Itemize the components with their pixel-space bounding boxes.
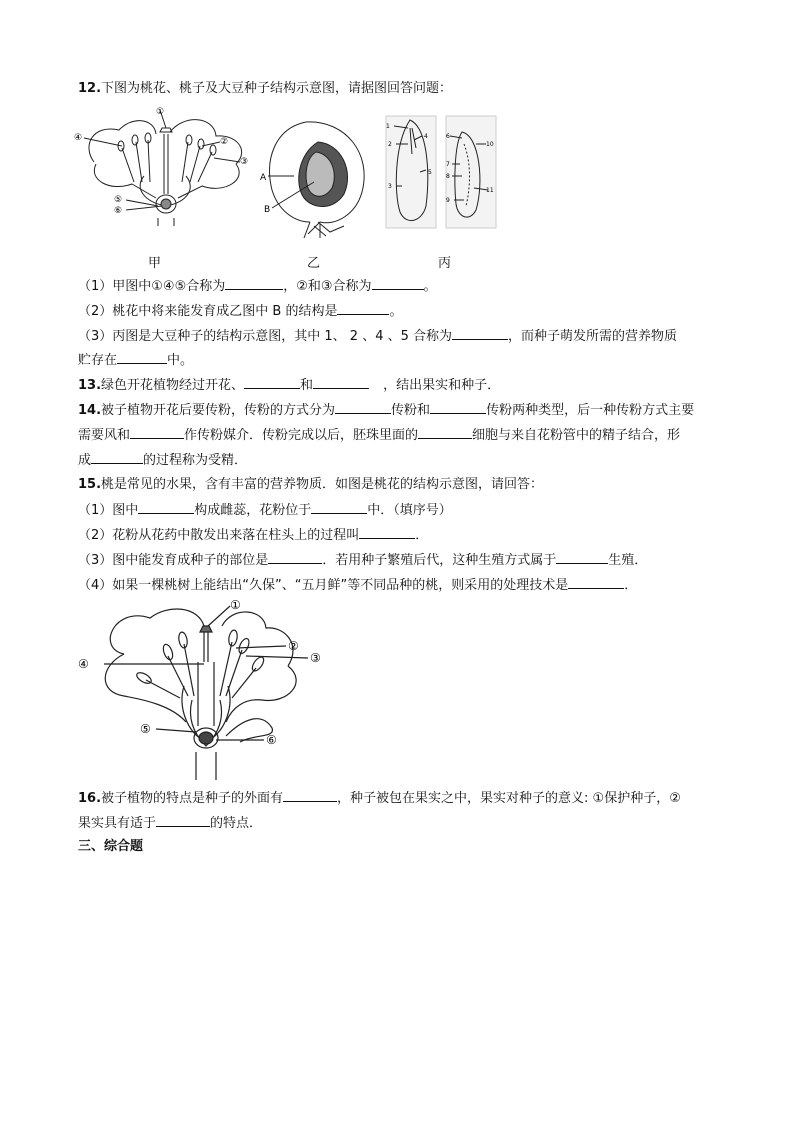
q14-blank-5[interactable] [91, 450, 143, 464]
q12-stem-text: 下图为桃花、桃子及大豆种子结构示意图，请据图回答问题： [101, 81, 453, 96]
q14-text-f: 细胞与来自花粉管中的精子结合，形 [472, 428, 681, 443]
figure-jia-flower [74, 106, 262, 226]
q15-sub1-blank-1[interactable] [138, 500, 194, 514]
q12-sub1-text-c: 。 [423, 279, 437, 294]
caption-yi: 乙 [307, 256, 321, 271]
q14-line2 [78, 425, 680, 445]
q15-fig-label-1: ① [230, 598, 241, 612]
q15-sub3 [78, 550, 647, 570]
q15-sub4-text-b: ． [624, 578, 638, 593]
q15-fig-label-5: ⑤ [140, 722, 151, 736]
q16-line1 [78, 788, 681, 808]
figure-yi-peach [258, 114, 376, 240]
q16-text-a: 被子植物的特点是种子的外面有 [101, 791, 284, 806]
q15-sub1-text-a: （1）图中 [78, 503, 139, 518]
q12-sub3-text-d: 中。 [167, 353, 194, 368]
q14-text-d: 需要风和 [78, 428, 131, 443]
q13-text-c: ，结出果实和种子． [383, 378, 501, 393]
fig3-label-2: 2 [388, 141, 392, 148]
fig3-label-5: 5 [428, 169, 432, 176]
fig1-label-5: ⑤ [114, 195, 123, 205]
q14-text-a: 被子植物开花后要传粉，传粉的方式分为 [101, 403, 336, 418]
q12-sub3-text-b: ，而种子萌发所需的营养物质 [508, 329, 678, 344]
q12-sub1 [78, 276, 437, 296]
q15-sub4 [78, 575, 637, 595]
q15-sub4-blank[interactable] [568, 575, 624, 589]
q15-sub1 [78, 500, 452, 520]
fig2-label-b: B [264, 205, 271, 215]
q13-number: 13. [78, 378, 102, 393]
q15-sub2-text-a: （2）花粉从花药中散发出来落在柱头上的过程叫 [78, 528, 360, 543]
q12-sub3-text-a: （3）丙图是大豆种子的结构示意图，其中 1、 2 、4 、5 合称为 [78, 329, 453, 344]
q12-sub2-text-a: （2）桃花中将来能发育成乙图中 B 的结构是 [78, 304, 338, 319]
fig1-label-6: ⑥ [114, 206, 123, 216]
q12-sub3-text-c: 贮存在 [78, 353, 118, 368]
fig3-label-11: 11 [486, 187, 494, 194]
q15-sub1-text-c: 中．（填序号） [367, 503, 452, 518]
fig3-label-9: 9 [446, 197, 450, 204]
q14-text-b: 传粉和 [391, 403, 431, 418]
q12-sub2-text-b: 。 [389, 304, 403, 319]
q14-text-g: 成 [78, 453, 92, 468]
fig3-label-6: 6 [446, 133, 450, 140]
q12-number: 12. [78, 81, 102, 96]
q15-sub3-text-b: ．若用种子繁殖后代，这种生殖方式属于 [322, 553, 557, 568]
fig3-label-3: 3 [388, 183, 392, 190]
q16-blank-1[interactable] [283, 788, 337, 802]
q12-stem [78, 80, 452, 98]
q12-sub2 [78, 301, 402, 321]
q16-number: 16. [78, 791, 102, 806]
q15-sub3-text-a: （3）图中能发育成种子的部位是 [78, 553, 269, 568]
q15-number: 15. [78, 477, 102, 492]
q15-sub3-text-c: 生殖． [608, 553, 648, 568]
fig3-label-1: 1 [386, 123, 390, 130]
q15-sub2-text-b: ． [415, 528, 429, 543]
q14-text-e: 作传粉媒介．传粉完成以后，胚珠里面的 [184, 428, 419, 443]
q14-line1 [78, 400, 694, 420]
q12-sub3-blank-1[interactable] [452, 326, 508, 340]
q12-sub3-cont [78, 350, 193, 370]
fig2-label-a: A [260, 173, 267, 183]
q15-fig-label-4: ④ [78, 657, 89, 671]
q16-blank-2[interactable] [156, 813, 210, 827]
figure-bing-seed [384, 114, 498, 234]
q14-number: 14. [78, 403, 102, 418]
q12-sub3 [78, 326, 677, 346]
caption-jia: 甲 [148, 256, 162, 271]
q15-fig-label-2: ② [288, 639, 299, 653]
q14-blank-4[interactable] [418, 425, 472, 439]
q14-blank-1[interactable] [335, 400, 391, 414]
q15-sub2 [78, 525, 428, 545]
q16-text-c: 果实具有适于 [78, 816, 157, 831]
q14-text-c: 传粉两种类型，后一种传粉方式主要 [486, 403, 695, 418]
q16-text-b: ，种子被包在果实之中，果实对种子的意义: ①保护种子，② [337, 791, 681, 806]
q13-blank-2[interactable] [313, 375, 369, 389]
q12-sub2-blank[interactable] [337, 301, 389, 315]
fig1-label-1: ① [156, 107, 165, 117]
fig1-label-3: ③ [240, 157, 249, 167]
q15-stem-text: 桃是常见的水果，含有丰富的营养物质．如图是桃花的结构示意图，请回答： [101, 477, 544, 492]
caption-bing: 丙 [438, 256, 452, 271]
figure-q15-flower [76, 596, 330, 780]
fig3-label-10: 10 [486, 141, 494, 148]
q15-fig-label-3: ③ [310, 651, 321, 665]
q14-blank-2[interactable] [430, 400, 486, 414]
q12-sub1-blank-2[interactable] [372, 276, 424, 290]
q15-sub2-blank[interactable] [359, 525, 415, 539]
q13-text-b: 和 [300, 378, 314, 393]
q13 [78, 375, 500, 395]
q14-blank-3[interactable] [130, 425, 184, 439]
q13-blank-1[interactable] [244, 375, 300, 389]
q12-sub1-text-b: ，②和③合称为 [283, 279, 372, 294]
q15-sub1-blank-2[interactable] [311, 500, 367, 514]
fig1-label-2: ② [220, 137, 229, 147]
q12-sub3-blank-2[interactable] [117, 350, 167, 364]
q12-sub1-text-a: （1）甲图中①④⑤合称为 [78, 279, 226, 294]
fig3-label-7: 7 [446, 161, 450, 168]
q16-text-d: 的特点． [210, 816, 263, 831]
q16-line2 [78, 813, 262, 833]
fig3-label-8: 8 [446, 173, 450, 180]
fig1-label-4: ④ [74, 133, 83, 143]
q14-line3 [78, 450, 247, 470]
q15-stem [78, 476, 543, 494]
q15-sub3-blank-1[interactable] [268, 550, 322, 564]
q15-fig-label-6: ⑥ [266, 733, 277, 747]
q13-text-a: 绿色开花植物经过开花、 [101, 378, 245, 393]
fig3-label-4: 4 [424, 133, 428, 140]
q15-sub4-text-a: （4）如果一棵桃树上能结出“久保”、“五月鲜”等不同品种的桃，则采用的处理技术是 [78, 578, 569, 593]
q15-sub3-blank-2[interactable] [556, 550, 608, 564]
q12-sub1-blank-1[interactable] [225, 276, 283, 290]
q14-text-h: 的过程称为受精． [143, 453, 248, 468]
section-3-title: 三、综合题 [78, 839, 144, 854]
q15-sub1-text-b: 构成雌蕊，花粉位于 [194, 503, 312, 518]
